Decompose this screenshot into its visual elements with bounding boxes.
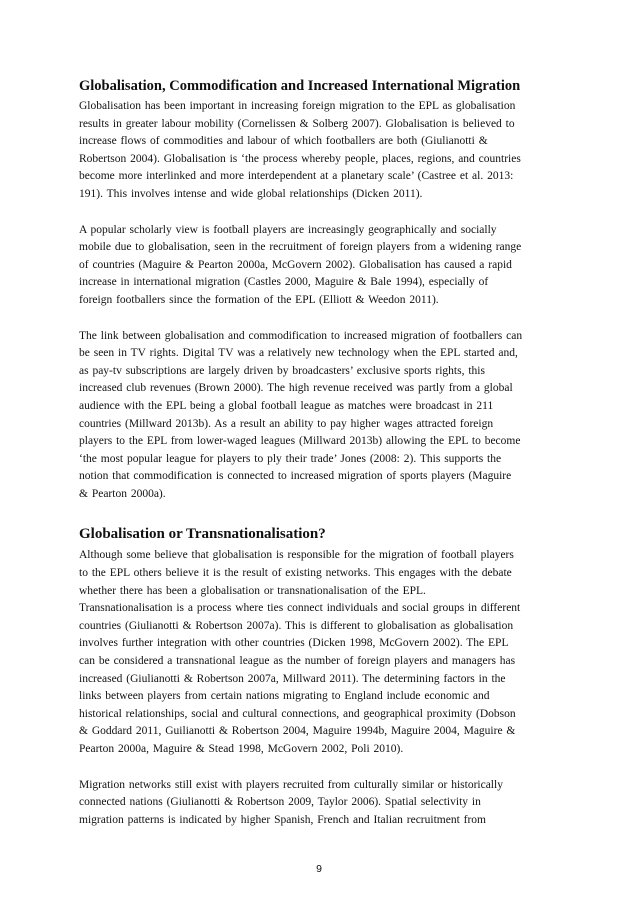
text-line: results in greater labour mobility (Cornelissen & Solberg 2007). Globalisation is believed to — [79, 117, 515, 130]
text-line: Globalisation has been important in increasing foreign migration to the EPL as globalisation — [79, 100, 516, 112]
text-line: can be considered a transnational league as the number of foreign players and managers has — [79, 655, 516, 668]
text-line: Pearton 2000a, Maguire & Stead 1998, McGovern 2002, Poli 2010). — [79, 743, 404, 755]
text-line: countries (Millward 2013b). As a result an ability to pay higher wages attracted foreign — [79, 417, 494, 430]
text-line: mobile due to globalisation, seen in the recruitment of foreign players from a widening range — [79, 241, 522, 254]
paragraph — [79, 547, 562, 758]
text-line: of countries (Maguire & Pearton 2000a, McGovern 2002). Globalisation has caused a rapid — [79, 258, 512, 271]
paragraph — [79, 777, 562, 830]
text-line: & Goddard 2011, Guilianotti & Robertson 2004, Maguire 1994b, Maguire 2004, Maguire & — [79, 725, 516, 738]
text-line: foreign footballers since the formation of the EPL (Elliott & Weedon 2011). — [79, 293, 439, 306]
section-body-globalisation — [79, 98, 562, 503]
text-line: links between players from certain nations migrating to England include economic and — [79, 690, 490, 703]
text-line: Migration networks still exist with players recruited from culturally similar or historically — [79, 778, 503, 791]
text-line: Although some believe that globalisation is responsible for the migration of football players — [79, 549, 514, 562]
text-line: countries (Giulianotti & Robertson 2007a). This is different to globalisation as globalisation — [79, 619, 514, 632]
text-line: increased (Giulianotti & Robertson 2007a, Millward 2011). The determining factors in the — [79, 672, 506, 685]
text-line: involves further integration with other countries (Dicken 1998, McGovern 2002). The EPL — [79, 637, 509, 650]
text-line: players to the EPL from lower-waged leagues (Millward 2013b) allowing the EPL to become — [79, 435, 521, 448]
paragraph — [79, 328, 562, 504]
text-line: The link between globalisation and commodification to increased migration of footballers can — [79, 329, 523, 342]
text-line: Transnationalisation is a process where ties connect individuals and social groups in different — [79, 602, 521, 615]
section-heading-transnationalisation: Globalisation or Transnationalisation? — [79, 526, 326, 543]
text-line: A popular scholarly view is football players are increasingly geographically and socially — [79, 223, 497, 236]
text-line: connected nations (Giulianotti & Robertson 2009, Taylor 2006). Spatial selectivity in — [79, 796, 481, 809]
text-line: Robertson 2004). Globalisation is ‘the process whereby people, places, regions, and countries — [79, 152, 521, 165]
text-line: migration patterns is indicated by higher Spanish, French and Italian recruitment from — [79, 813, 487, 826]
text-line: to the EPL others believe it is the result of existing networks. This engages with the debate — [79, 567, 512, 580]
section-body-transnationalisation — [79, 547, 562, 829]
text-line: increase flows of commodities and labour of which footballers are both (Giulianotti & — [79, 135, 488, 148]
text-line: notion that commodification is connected to increased migration of sports players (Maguire — [79, 470, 512, 483]
section-heading-globalisation: Globalisation, Commodification and Increased International Migration — [79, 78, 521, 94]
text-line: historical relationships, social and cultural connections, and geographical proximity (Dobson — [79, 707, 516, 720]
text-line: increased club revenues (Brown 2000). The high revenue received was partly from a global — [79, 382, 513, 395]
paragraph — [79, 222, 562, 310]
paragraph — [79, 98, 562, 204]
text-line: as pay-tv subscriptions are largely driven by broadcasters’ exclusive sports rights, this — [79, 364, 485, 377]
text-line: ‘the most popular league for players to ply their trade’ Jones (2008: 2). This supports the — [79, 452, 502, 465]
text-line: be seen in TV rights. Digital TV was a relatively new technology when the EPL started and, — [79, 347, 518, 360]
text-line: audience with the EPL being a global football league as matches were broadcast in 211 — [79, 399, 494, 412]
text-line: increase in international migration (Castles 2000, Maguire & Bale 1994), especially of — [79, 276, 489, 289]
page-content — [79, 77, 562, 829]
text-line: 191). This involves intense and wide global relationships (Dicken 2011). — [79, 187, 423, 200]
text-line: whether there has been a globalisation or transnationalisation of the EPL. — [79, 584, 426, 597]
text-line: become more interlinked and more interdependent at a planetary scale’ (Castree et al. 2013: — [79, 170, 514, 183]
page-number: 9 — [316, 863, 322, 875]
text-line: & Pearton 2000a). — [79, 487, 166, 500]
